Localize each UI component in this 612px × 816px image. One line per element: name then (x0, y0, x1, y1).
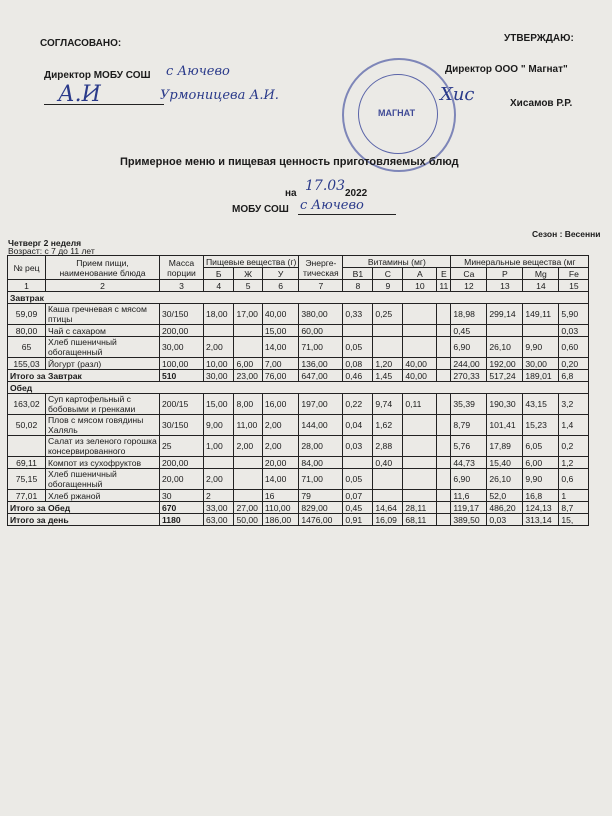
table-row (8, 394, 589, 415)
breakfast-total-row (8, 370, 589, 382)
value-cell: 25 (160, 436, 204, 457)
value-cell: 84,00 (299, 457, 343, 469)
total-value: 8,7 (559, 502, 589, 514)
total-value (437, 514, 451, 526)
table-row (8, 436, 589, 457)
school-label: МОБУ СОШ (232, 204, 289, 215)
value-cell (437, 304, 451, 325)
dish-name-cell: Йогурт (разл) (46, 358, 160, 370)
value-cell: 9,00 (204, 415, 234, 436)
total-value: 829,00 (299, 502, 343, 514)
col-c: С (373, 268, 403, 280)
date-handwriting: 17.03 (305, 178, 346, 194)
table-row (8, 304, 589, 325)
value-cell (403, 490, 437, 502)
value-cell (403, 415, 437, 436)
dish-name-cell: Плов с мясом говядины Халяль (46, 415, 160, 436)
value-cell: 0,60 (559, 337, 589, 358)
total-value: 16,09 (373, 514, 403, 526)
recipe-number-cell: 50,02 (8, 415, 46, 436)
col-meal: Прием пищи, наименование блюда (46, 256, 160, 280)
value-cell: 0,04 (343, 415, 373, 436)
total-value (437, 502, 451, 514)
total-value: 486,20 (487, 502, 523, 514)
value-cell: 1,2 (559, 457, 589, 469)
total-value: 0,45 (343, 502, 373, 514)
total-value: 40,00 (403, 370, 437, 382)
recipe-number-cell (8, 436, 46, 457)
total-value: 313,14 (523, 514, 559, 526)
value-cell: 0,40 (373, 457, 403, 469)
approve-label: УТВЕРЖДАЮ: (504, 33, 574, 44)
value-cell: 6,00 (234, 358, 262, 370)
total-value: 1,45 (373, 370, 403, 382)
value-cell (437, 358, 451, 370)
value-cell (403, 325, 437, 337)
col-a: А (403, 268, 437, 280)
recipe-number-cell: 59,09 (8, 304, 46, 325)
value-cell: 3,2 (559, 394, 589, 415)
value-cell: 0,6 (559, 469, 589, 490)
value-cell: 1 (559, 490, 589, 502)
value-cell: 71,00 (299, 469, 343, 490)
value-cell: 35,39 (451, 394, 487, 415)
recipe-number-cell: 65 (8, 337, 46, 358)
value-cell: 11,00 (234, 415, 262, 436)
col-zh: Ж (234, 268, 262, 280)
value-cell: 15,23 (523, 415, 559, 436)
col-num: 4 (204, 280, 234, 292)
total-value: 517,24 (487, 370, 523, 382)
value-cell: 100,00 (160, 358, 204, 370)
value-cell (343, 325, 373, 337)
recipe-number-cell: 75,15 (8, 469, 46, 490)
col-ca: Са (451, 268, 487, 280)
total-value: 1476,00 (299, 514, 343, 526)
col-num: 14 (523, 280, 559, 292)
value-cell (403, 304, 437, 325)
dish-name-cell: Хлеб пшеничный обогащенный (46, 469, 160, 490)
value-cell (437, 325, 451, 337)
value-cell: 11,6 (451, 490, 487, 502)
total-value: 27,00 (234, 502, 262, 514)
page-title: Примерное меню и пищевая ценность приготовляемых блюд (120, 156, 459, 168)
value-cell: 2,00 (262, 436, 299, 457)
total-value: 510 (160, 370, 204, 382)
left-signer-name-handwriting: Урмоницева А.И. (160, 88, 279, 103)
value-cell: 0,20 (559, 358, 589, 370)
table-row (8, 490, 589, 502)
col-mass: Масса порции (160, 256, 204, 280)
right-signature-mark: Хис (440, 84, 475, 105)
col-num: 2 (46, 280, 160, 292)
value-cell: 16,00 (262, 394, 299, 415)
col-minerals: Минеральные вещества (мг (451, 256, 589, 268)
recipe-number-cell: 69,11 (8, 457, 46, 469)
total-value: 1180 (160, 514, 204, 526)
value-cell: 10,00 (204, 358, 234, 370)
value-cell (437, 337, 451, 358)
value-cell: 16 (262, 490, 299, 502)
value-cell: 14,00 (262, 337, 299, 358)
value-cell: 2,00 (234, 436, 262, 457)
value-cell: 15,00 (204, 394, 234, 415)
total-value: 30,00 (204, 370, 234, 382)
value-cell: 20,00 (262, 457, 299, 469)
total-value: 670 (160, 502, 204, 514)
total-value: 119,17 (451, 502, 487, 514)
left-director-handwriting: с Аючево (166, 64, 230, 79)
value-cell: 0,25 (373, 304, 403, 325)
column-number-row (8, 280, 589, 292)
value-cell: 200/15 (160, 394, 204, 415)
value-cell: 18,98 (451, 304, 487, 325)
right-director-label: Директор ООО " Магнат" (445, 64, 568, 75)
total-value: 189,01 (523, 370, 559, 382)
value-cell: 1,62 (373, 415, 403, 436)
total-value: 0,03 (487, 514, 523, 526)
value-cell: 1,20 (373, 358, 403, 370)
value-cell: 20,00 (160, 469, 204, 490)
section-title: Обед (8, 382, 589, 394)
value-cell: 17,00 (234, 304, 262, 325)
col-num: 11 (437, 280, 451, 292)
col-nutrients: Пищевые вещества (г) (204, 256, 299, 268)
value-cell (373, 325, 403, 337)
value-cell: 16,8 (523, 490, 559, 502)
age-label: Возраст: с 7 до 11 лет (8, 246, 95, 256)
col-fe: Fe (559, 268, 589, 280)
value-cell: 30,00 (160, 337, 204, 358)
section-title: Завтрак (8, 292, 589, 304)
value-cell (487, 325, 523, 337)
value-cell: 0,05 (343, 337, 373, 358)
value-cell: 0,11 (403, 394, 437, 415)
col-vitamins: Витамины (мг) (343, 256, 451, 268)
value-cell: 0,05 (343, 469, 373, 490)
lunch-rows (8, 394, 589, 502)
value-cell (373, 337, 403, 358)
value-cell: 200,00 (160, 325, 204, 337)
col-num: 13 (487, 280, 523, 292)
col-num: 8 (343, 280, 373, 292)
total-value: 389,50 (451, 514, 487, 526)
value-cell (204, 457, 234, 469)
value-cell: 190,30 (487, 394, 523, 415)
value-cell: 299,14 (487, 304, 523, 325)
value-cell: 26,10 (487, 337, 523, 358)
dish-name-cell: Суп картофельный с бобовыми и гренками (46, 394, 160, 415)
value-cell: 40,00 (403, 358, 437, 370)
dish-name-cell: Салат из зеленого горошка консервированного (46, 436, 160, 457)
value-cell (373, 490, 403, 502)
col-p: Р (487, 268, 523, 280)
total-value: 15, (559, 514, 589, 526)
col-num: 1 (8, 280, 46, 292)
value-cell (234, 325, 262, 337)
col-energy: Энерге-тическая (299, 256, 343, 280)
value-cell: 15,40 (487, 457, 523, 469)
value-cell (437, 436, 451, 457)
value-cell: 40,00 (262, 304, 299, 325)
dish-name-cell: Чай с сахаром (46, 325, 160, 337)
value-cell: 6,05 (523, 436, 559, 457)
value-cell: 0,07 (343, 490, 373, 502)
value-cell: 0,03 (559, 325, 589, 337)
col-num: 3 (160, 280, 204, 292)
total-value: 0,91 (343, 514, 373, 526)
agreed-label: СОГЛАСОВАНО: (40, 38, 122, 49)
stamp-text: МАГНАТ (378, 108, 416, 118)
value-cell: 6,00 (523, 457, 559, 469)
value-cell: 14,00 (262, 469, 299, 490)
lunch-total-row (8, 502, 589, 514)
value-cell: 192,00 (487, 358, 523, 370)
value-cell (234, 337, 262, 358)
value-cell: 43,15 (523, 394, 559, 415)
total-value: 23,00 (234, 370, 262, 382)
value-cell: 60,00 (299, 325, 343, 337)
dish-name-cell: Хлеб пшеничный обогащенный (46, 337, 160, 358)
total-label: Итого за Обед (8, 502, 160, 514)
left-signature-mark: А.И (58, 82, 101, 107)
col-rec: № рец (8, 256, 46, 280)
value-cell: 149,11 (523, 304, 559, 325)
header-row-1 (8, 256, 589, 268)
value-cell (437, 394, 451, 415)
value-cell: 9,90 (523, 337, 559, 358)
total-value: 647,00 (299, 370, 343, 382)
col-b1: В1 (343, 268, 373, 280)
table-row (8, 337, 589, 358)
value-cell: 6,90 (451, 337, 487, 358)
value-cell: 0,45 (451, 325, 487, 337)
value-cell (403, 337, 437, 358)
value-cell: 2,00 (262, 415, 299, 436)
value-cell: 5,76 (451, 436, 487, 457)
section-breakfast (8, 292, 589, 304)
total-value: 0,46 (343, 370, 373, 382)
value-cell: 5,90 (559, 304, 589, 325)
value-cell: 26,10 (487, 469, 523, 490)
value-cell (373, 469, 403, 490)
total-label: Итого за день (8, 514, 160, 526)
col-num: 10 (403, 280, 437, 292)
value-cell: 7,00 (262, 358, 299, 370)
week-label: Четверг 2 неделя (8, 238, 82, 248)
value-cell: 2 (204, 490, 234, 502)
col-num: 7 (299, 280, 343, 292)
col-e: Е (437, 268, 451, 280)
year-label: 2022 (345, 188, 368, 199)
value-cell: 52,0 (487, 490, 523, 502)
value-cell (343, 457, 373, 469)
value-cell: 0,03 (343, 436, 373, 457)
season-label: Сезон : Весенни (532, 229, 601, 239)
total-value: 14,64 (373, 502, 403, 514)
value-cell: 30/150 (160, 304, 204, 325)
value-cell: 0,08 (343, 358, 373, 370)
value-cell: 79 (299, 490, 343, 502)
dish-name-cell: Хлеб ржаной (46, 490, 160, 502)
total-value: 33,00 (204, 502, 234, 514)
value-cell: 0,2 (559, 436, 589, 457)
value-cell: 71,00 (299, 337, 343, 358)
col-num: 5 (234, 280, 262, 292)
value-cell (437, 415, 451, 436)
recipe-number-cell: 163,02 (8, 394, 46, 415)
col-u: У (262, 268, 299, 280)
value-cell: 30 (160, 490, 204, 502)
value-cell: 197,00 (299, 394, 343, 415)
total-value: 28,11 (403, 502, 437, 514)
value-cell: 8,79 (451, 415, 487, 436)
value-cell: 9,74 (373, 394, 403, 415)
value-cell: 9,90 (523, 469, 559, 490)
total-value: 50,00 (234, 514, 262, 526)
left-director-label: Директор МОБУ СОШ (44, 70, 151, 81)
value-cell (234, 457, 262, 469)
col-num: 12 (451, 280, 487, 292)
value-cell (437, 469, 451, 490)
right-signer-name: Хисамов Р.Р. (510, 98, 573, 109)
value-cell: 136,00 (299, 358, 343, 370)
total-value (437, 370, 451, 382)
value-cell: 2,00 (204, 337, 234, 358)
col-num: 15 (559, 280, 589, 292)
school-underline (298, 214, 396, 215)
recipe-number-cell: 80,00 (8, 325, 46, 337)
value-cell: 44,73 (451, 457, 487, 469)
value-cell: 17,89 (487, 436, 523, 457)
value-cell: 244,00 (451, 358, 487, 370)
value-cell: 1,00 (204, 436, 234, 457)
total-value: 186,00 (262, 514, 299, 526)
total-value: 124,13 (523, 502, 559, 514)
value-cell: 15,00 (262, 325, 299, 337)
value-cell: 30/150 (160, 415, 204, 436)
dish-name-cell: Компот из сухофруктов (46, 457, 160, 469)
recipe-number-cell: 77,01 (8, 490, 46, 502)
total-value: 110,00 (262, 502, 299, 514)
value-cell: 6,90 (451, 469, 487, 490)
total-label: Итого за Завтрак (8, 370, 160, 382)
value-cell (234, 490, 262, 502)
value-cell: 0,22 (343, 394, 373, 415)
value-cell (403, 457, 437, 469)
total-value: 270,33 (451, 370, 487, 382)
value-cell: 200,00 (160, 457, 204, 469)
dish-name-cell: Каша гречневая с мясом птицы (46, 304, 160, 325)
total-value: 63,00 (204, 514, 234, 526)
value-cell (403, 469, 437, 490)
col-b: Б (204, 268, 234, 280)
table-row (8, 457, 589, 469)
value-cell: 1,4 (559, 415, 589, 436)
col-num: 9 (373, 280, 403, 292)
value-cell: 2,88 (373, 436, 403, 457)
table-row (8, 469, 589, 490)
value-cell: 144,00 (299, 415, 343, 436)
value-cell: 28,00 (299, 436, 343, 457)
value-cell: 30,00 (523, 358, 559, 370)
date-on-label: на (285, 188, 297, 199)
value-cell (204, 325, 234, 337)
school-handwriting: с Аючево (300, 198, 364, 213)
value-cell: 8,00 (234, 394, 262, 415)
recipe-number-cell: 155,03 (8, 358, 46, 370)
nutrition-table (7, 255, 589, 526)
value-cell: 380,00 (299, 304, 343, 325)
value-cell (437, 457, 451, 469)
total-value: 6,8 (559, 370, 589, 382)
table-row (8, 358, 589, 370)
value-cell: 18,00 (204, 304, 234, 325)
table-row (8, 415, 589, 436)
total-value: 68,11 (403, 514, 437, 526)
total-value: 76,00 (262, 370, 299, 382)
value-cell (437, 490, 451, 502)
col-num: 6 (262, 280, 299, 292)
value-cell (403, 436, 437, 457)
day-total-row (8, 514, 589, 526)
section-lunch (8, 382, 589, 394)
value-cell: 101,41 (487, 415, 523, 436)
table-row (8, 325, 589, 337)
value-cell (523, 325, 559, 337)
value-cell (234, 469, 262, 490)
breakfast-rows (8, 304, 589, 370)
col-mg: Mg (523, 268, 559, 280)
value-cell: 2,00 (204, 469, 234, 490)
value-cell: 0,33 (343, 304, 373, 325)
